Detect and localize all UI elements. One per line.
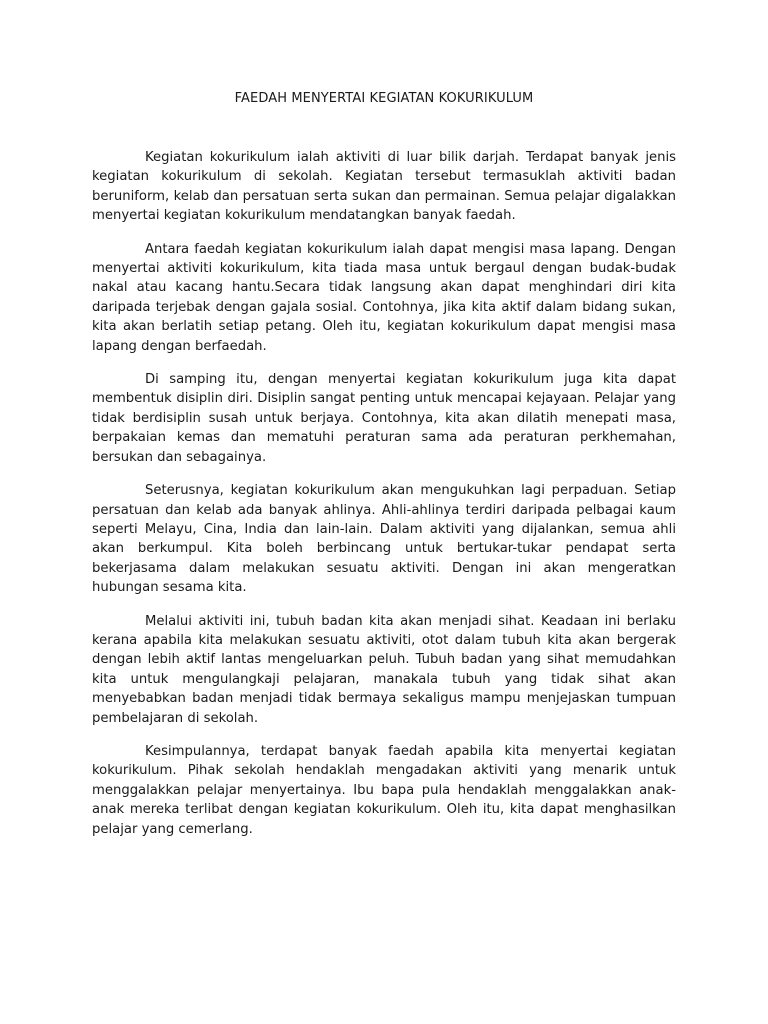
paragraph-self-discipline: Di samping itu, dengan menyertai kegiatan kokurikulum juga kita dapat membentuk disiplin diri. Disiplin sangat penting untuk mencapai kejayaan. Pelajar yang tidak berdisiplin susah untuk berjaya. Contohnya, kita akan dilatih menepati masa, berpakaian kemas dan mematuhi peraturan sama ada peraturan perkhemahan, bersukan dan sebagainya. [92,372,676,465]
paragraph-fill-free-time: Antara faedah kegiatan kokurikulum ialah dapat mengisi masa lapang. Dengan menyertai aktiviti kokurikulum, kita tiada masa untuk bergaul dengan budak-budak nakal atau kacang hantu.Secara tidak langsung akan dapat menghindari diri kita daripada terjebak dengan gajala sosial. Contohnya, jika kita aktif dalam bidang sukan, kita akan berlatih setiap petang. Oleh itu, kegiatan kokurikulum dapat mengisi masa lapang dengan berfaedah. [92,241,676,354]
paragraph-conclusion: Kesimpulannya, terdapat banyak faedah apabila kita menyertai kegiatan kokurikulum. Pihak sekolah hendaklah mengadakan aktiviti yang menarik untuk menggalakkan pelajar menyertainya. Ibu bapa pula hendaklah menggalakkan anak-anak mereka terlibat dengan kegiatan kokurikulum. Oleh itu, kita dapat menghasilkan pelajar yang cemerlang. [92,743,676,837]
essay-title: FAEDAH MENYERTAI KEGIATAN KOKURIKULUM [234,91,534,106]
paragraph-unity: Seterusnya, kegiatan kokurikulum akan mengukuhkan lagi perpaduan. Setiap persatuan dan kelab ada banyak ahlinya. Ahli-ahlinya terdiri daripada pelbagai kaum seperti Melayu, Cina, India dan lain-lain. Dalam aktiviti yang dijalankan, semua ahli akan berkumpul. Kita boleh berbincang untuk bertukar-tukar pendapat serta bekerjasama dalam melakukan sesuatu aktiviti. Dengan ini akan mengeratkan hubungan sesama kita. [92,483,676,596]
essay-body [92,90,676,853]
paragraph-health: Melalui aktiviti ini, tubuh badan kita akan menjadi sihat. Keadaan ini berlaku kerana apabila kita melakukan sesuatu aktiviti, otot dalam tubuh kita akan bergerak dengan lebih aktif lantas mengeluarkan peluh. Tubuh badan yang sihat memudahkan kita untuk mengulangkaji pelajaran, manakala tubuh yang tidak sihat akan menyebabkan badan menjadi tidak bermaya sekaligus mampu menjejaskan tumpuan pembelajaran di sekolah. [92,613,676,726]
paragraph-introduction: Kegiatan kokurikulum ialah aktiviti di luar bilik darjah. Terdapat banyak jenis kegiatan kokurikulum di sekolah. Kegiatan tersebut termasuklah aktiviti badan beruniform, kelab dan persatuan serta sukan dan permainan. Semua pelajar digalakkan menyertai kegiatan kokurikulum mendatangkan banyak faedah. [92,150,676,224]
